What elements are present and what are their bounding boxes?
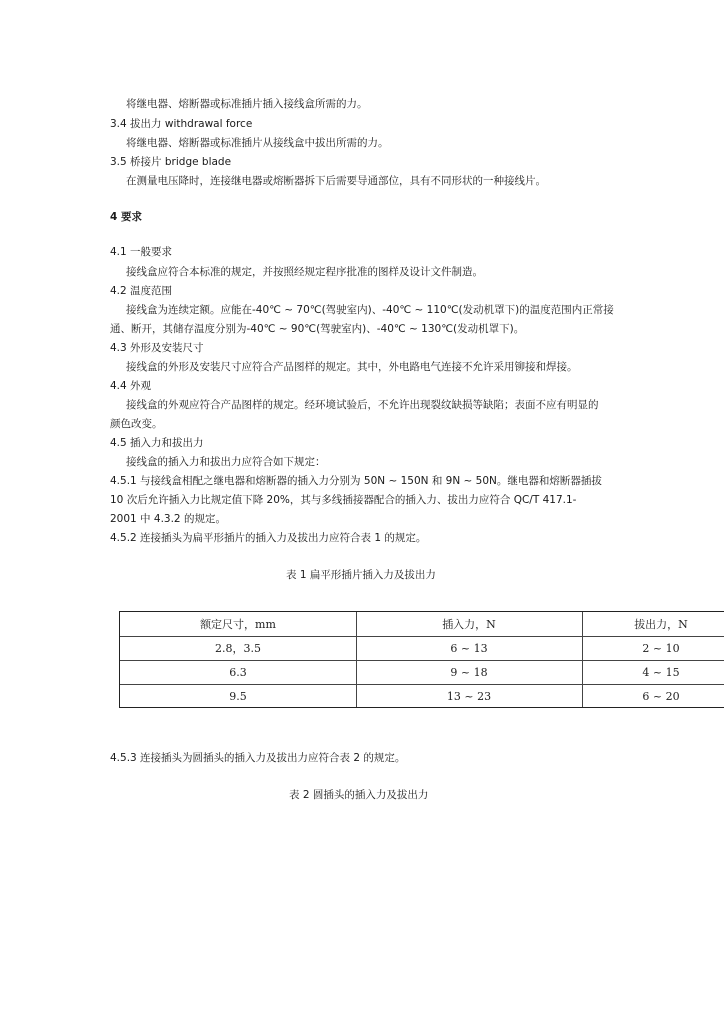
paragraph-3-3-body: 将继电器、熔断器或标准插片插入接线盒所需的力。 [126, 98, 368, 110]
heading-4: 4 要求 [110, 211, 142, 223]
table-2-caption: 表 2 圆插头的插入力及拔出力 [289, 789, 429, 801]
cell-withdrawal: 6 ~ 20 [642, 689, 680, 703]
cell-insertion: 9 ~ 18 [356, 660, 583, 684]
paragraph-4-5-1-line-1: 4.5.1 与接线盒相配之继电器和熔断器的插入力分别为 50N ~ 150N 和 9N ~ 50N。继电器和熔断器插拔 [110, 475, 602, 487]
paragraph-4-1-body: 接线盒应符合本标准的规定，并按照经规定程序批准的图样及设计文件制造。 [126, 266, 483, 278]
cell-withdrawal: 2 ~ 10 [642, 641, 680, 655]
table-1 [119, 611, 724, 708]
paragraph-4-5-1-line-2: 10 次后允许插入力比规定值下降 20%，其与多线插接器配合的插入力、拔出力应符合 QC/T 417.1- [110, 494, 577, 506]
cell-insertion: 6 ~ 13 [356, 636, 583, 660]
paragraph-4-5-3: 4.5.3 连接插头为圆插头的插入力及拔出力应符合表 2 的规定。 [110, 752, 406, 764]
paragraph-4-5-1-line-3: 2001 中 4.3.2 的规定。 [110, 513, 226, 525]
heading-3-5: 3.5 桥接片 bridge blade [110, 156, 232, 168]
table-row [120, 636, 724, 661]
table-1-caption: 表 1 扁平形插片插入力及拔出力 [286, 569, 436, 581]
paragraph-3-4-body: 将继电器、熔断器或标准插片从接线盒中拔出所需的力。 [126, 137, 389, 149]
paragraph-4-3-body: 接线盒的外形及安装尺寸应符合产品图样的规定。其中，外电路电气连接不允许采用铆接和焊接。 [126, 361, 578, 373]
paragraph-3-5-body: 在测量电压降时，连接继电器或熔断器拆下后需要导通部位，具有不同形状的一种接线片。 [126, 175, 546, 187]
cell-insertion: 13 ~ 23 [356, 684, 583, 708]
header-rated-size: 额定尺寸，mm [120, 612, 357, 636]
heading-4-1: 4.1 一般要求 [110, 246, 173, 258]
table-row [120, 684, 724, 708]
table-header-row [120, 612, 724, 637]
paragraph-4-4-line-2: 颜色改变。 [110, 418, 163, 430]
paragraph-4-4-line-1: 接线盒的外观应符合产品图样的规定。经环境试验后，不允许出现裂纹缺损等缺陷；表面不应有明显的 [126, 399, 599, 411]
cell-size: 6.3 [120, 660, 357, 684]
paragraph-4-2-line-2: 通、断开，其储存温度分别为-40℃ ~ 90℃(驾驶室内)、-40℃ ~ 130℃(发动机罩下)。 [110, 323, 525, 335]
heading-4-2: 4.2 温度范围 [110, 285, 173, 297]
paragraph-4-2-line-1: 接线盒为连续定额。应能在-40℃ ~ 70℃(驾驶室内)、-40℃ ~ 110℃(发动机罩下)的温度范围内正常接 [126, 304, 614, 316]
paragraph-4-5-intro: 接线盒的插入力和拔出力应符合如下规定： [126, 456, 326, 468]
cell-size: 2.8，3.5 [120, 636, 357, 660]
paragraph-4-5-2: 4.5.2 连接插头为扁平形插片的插入力及拔出力应符合表 1 的规定。 [110, 532, 427, 544]
header-withdrawal-force: 拔出力，N [634, 618, 688, 631]
header-insertion-force: 插入力，N [356, 612, 583, 636]
cell-withdrawal: 4 ~ 15 [642, 665, 680, 679]
heading-4-4: 4.4 外观 [110, 380, 152, 392]
heading-4-3: 4.3 外形及安装尺寸 [110, 342, 204, 354]
table-row [120, 660, 724, 685]
heading-4-5: 4.5 插入力和拔出力 [110, 437, 204, 449]
heading-3-4: 3.4 拔出力 withdrawal force [110, 118, 253, 130]
cell-size: 9.5 [120, 684, 357, 708]
